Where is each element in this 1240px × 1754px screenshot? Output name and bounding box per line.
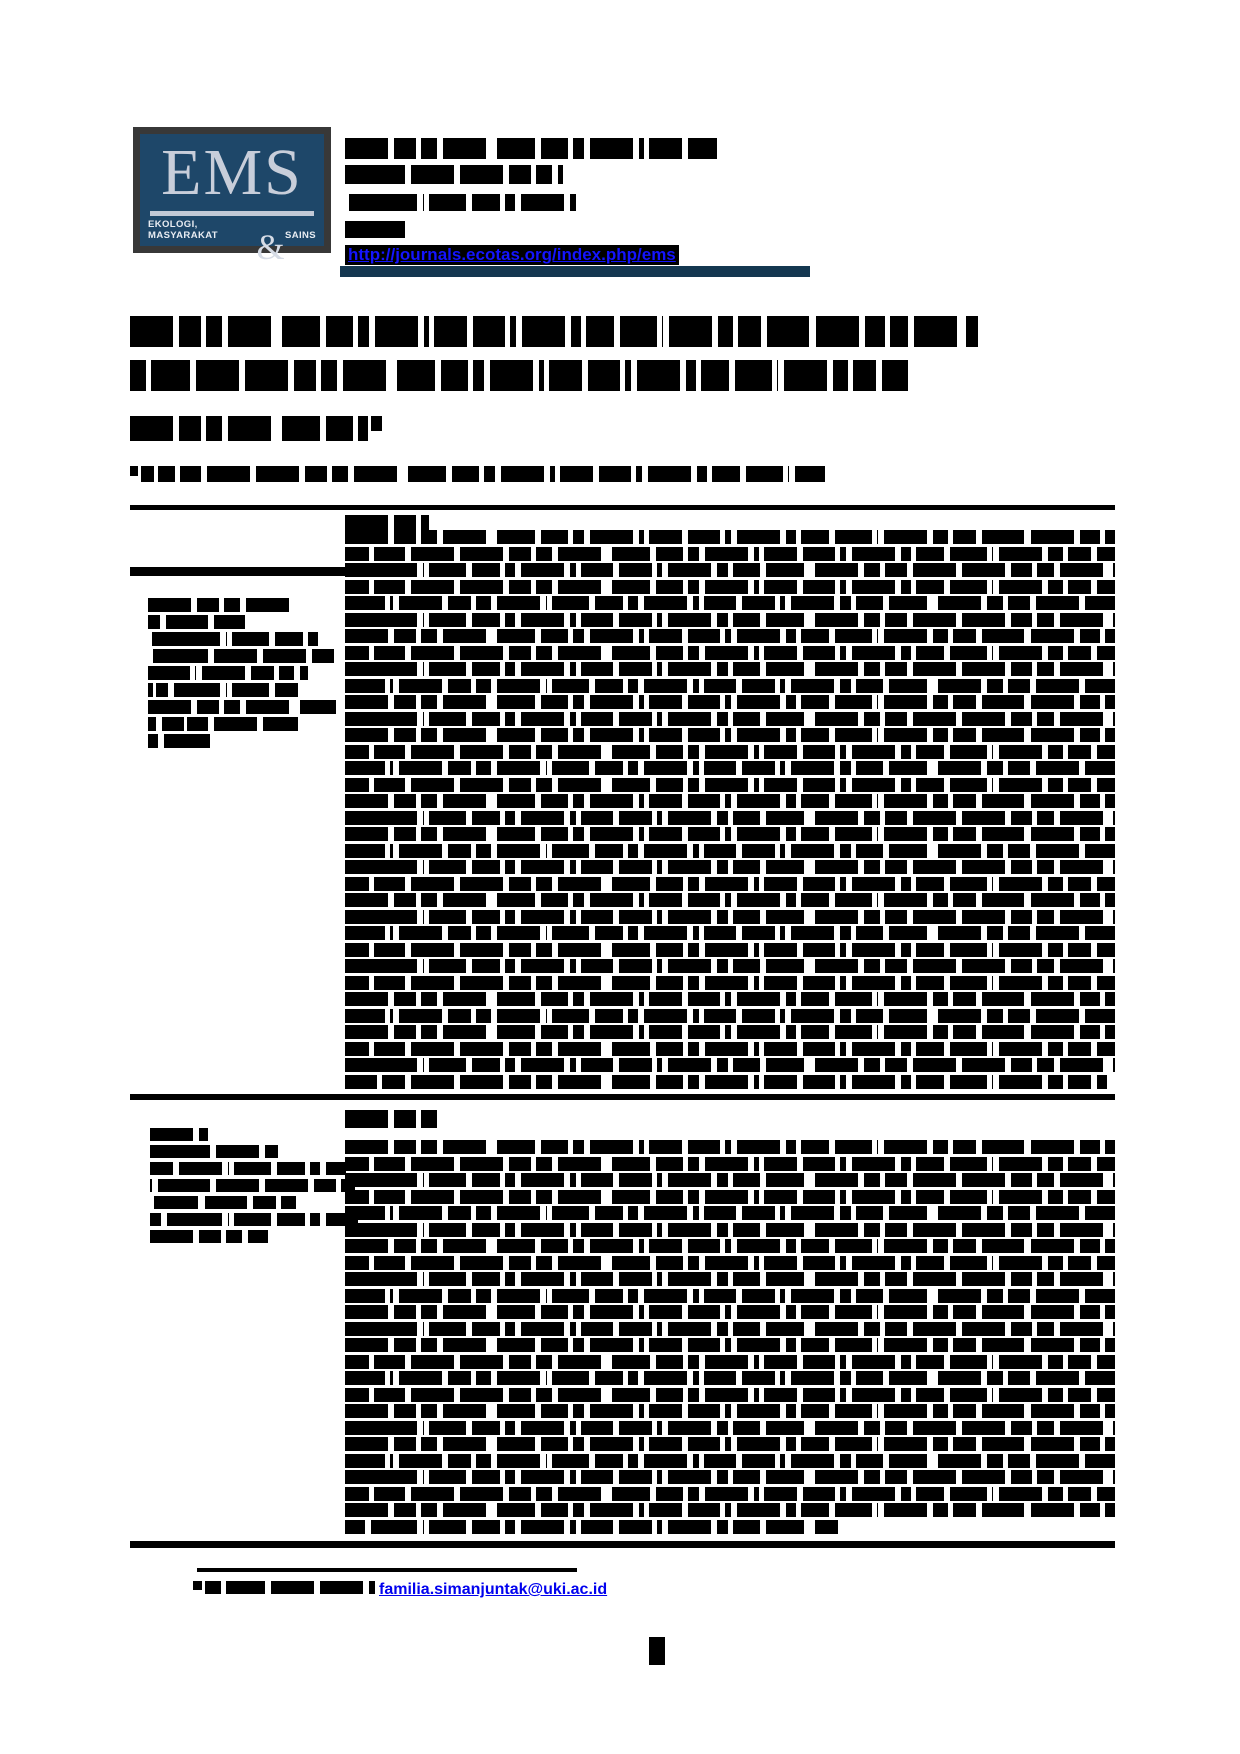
redacted-text-line [345,1454,1115,1468]
redacted-text-line [345,1173,1115,1187]
redacted-text-line [148,683,298,697]
redacted-text-line [345,596,1115,610]
correspondence-email-link[interactable]: familia.simanjuntak@uki.ac.id [379,1581,608,1598]
redacted-text-line [150,1162,346,1175]
redacted-text-line [345,1520,838,1534]
logo-tagline: EKOLOGI, MASYARAKAT & SAINS [148,219,316,267]
redacted-text-line [130,416,368,441]
redacted-text-line [148,717,298,731]
redacted-text-line [345,563,1115,577]
redacted-text-line [130,360,908,391]
redacted-text-line [345,1075,1107,1089]
redacted-text-line [345,1404,1115,1418]
section2-heading-redacted [345,1110,439,1131]
journal-header-info-redacted [345,138,717,247]
redacted-text-line [193,1581,202,1590]
redacted-text-line [345,1223,1115,1237]
redacted-text-line [345,926,1115,940]
redacted-text-line [345,580,1115,594]
redacted-text-line [345,138,717,159]
correspondence-footnote [193,1581,607,1599]
redacted-text-line [649,1637,665,1665]
redacted-text-line [345,1140,1115,1154]
journal-url-link[interactable]: http://journals.ecotas.org/index.php/ems [345,245,679,265]
redacted-text-line [345,1025,1115,1039]
redacted-text-line [345,1058,1115,1072]
redacted-text-line [345,1371,1115,1385]
redacted-text-line [345,165,563,184]
keywords-sidebar-redacted [150,1128,358,1243]
redacted-text-line [150,1196,298,1209]
redacted-text-line [345,221,411,238]
redacted-text-line [345,910,1115,924]
redacted-text-line [345,893,1115,907]
redacted-text-line [345,1421,1115,1435]
redacted-text-line [345,1256,1115,1270]
abstract-body-redacted [345,530,1115,1089]
redacted-text-line [150,1145,278,1158]
header-accent-bar [340,266,810,277]
redacted-text-line [345,1272,1115,1286]
journal-logo [133,127,331,267]
article-title-redacted [130,316,978,391]
redacted-text-line [345,1503,1115,1517]
redacted-text-line [345,646,1115,660]
affiliation-line-redacted [130,466,825,482]
redacted-text-line [345,761,1115,775]
redacted-text-line [345,1338,1115,1352]
article-info-sidebar-redacted [148,598,336,748]
redacted-text-line [345,194,577,211]
redacted-text-line [345,959,1115,973]
redacted-text-line [345,943,1115,957]
redacted-text-line [345,794,1115,808]
redacted-text-line [345,1239,1115,1253]
redacted-text-line [345,1042,1115,1056]
redacted-text-line [150,1230,268,1243]
table-bottom-rule [130,1541,1115,1548]
author-line-redacted [130,416,382,441]
redacted-text-line [150,1213,358,1226]
redacted-text-line [345,877,1115,891]
logo-ems-text: EMS [161,136,303,209]
redacted-text-line [371,416,382,431]
redacted-text-line [345,1190,1115,1204]
redacted-text-line [345,629,1115,643]
redacted-text-line [345,976,1115,990]
redacted-text-line [345,1470,1115,1484]
redacted-text-line [345,1110,439,1128]
footnote-prefix-redacted [193,1581,375,1594]
redacted-text-line [345,662,1115,676]
logo-tagline-right: SAINS [284,230,316,241]
redacted-text-line [345,827,1115,841]
redacted-text-line [148,734,210,748]
redacted-text-line [148,615,245,629]
redacted-text-line [141,466,825,482]
logo-tagline-left: EKOLOGI, MASYARAKAT [148,219,218,241]
redacted-text-line [345,1289,1115,1303]
redacted-text-line [345,811,1115,825]
table-top-rule [130,505,1115,510]
redacted-text-line [148,666,308,680]
redacted-text-line [148,700,336,714]
redacted-text-line [345,1305,1115,1319]
redacted-text-line [345,1437,1115,1451]
redacted-text-line [345,728,1115,742]
redacted-text-line [345,530,1115,544]
redacted-text-line [345,844,1115,858]
redacted-text-line [345,992,1115,1006]
redacted-text-line [148,598,298,612]
redacted-text-line [130,316,978,347]
redacted-text-line [150,1179,355,1192]
redacted-text-line [345,712,1115,726]
table-middle-rule [130,1094,1115,1100]
redacted-text-line [345,613,1115,627]
redacted-text-line [130,466,138,476]
redacted-text-line [345,1157,1115,1171]
redacted-text-line [345,1206,1115,1220]
journal-url-row [345,245,679,265]
redacted-text-line [345,679,1115,693]
redacted-text-line [345,1487,1115,1501]
redacted-text-line [345,547,1115,561]
redacted-text-line [150,1128,208,1141]
redacted-text-line [148,649,334,663]
redacted-text-line [148,632,320,646]
footnote-separator-rule [197,1568,577,1572]
abstract-en-body-redacted [345,1140,1115,1534]
redacted-text-line [345,745,1115,759]
redacted-text-line [345,1355,1115,1369]
redacted-text-line [345,1009,1115,1023]
redacted-text-line [345,778,1115,792]
redacted-text-line [345,860,1115,874]
redacted-text-line [205,1581,375,1594]
redacted-text-line [345,1322,1115,1336]
logo-divider-line [150,211,314,216]
page-number-blob [649,1637,665,1668]
redacted-text-line [345,695,1115,709]
redacted-text-line [345,1388,1115,1402]
